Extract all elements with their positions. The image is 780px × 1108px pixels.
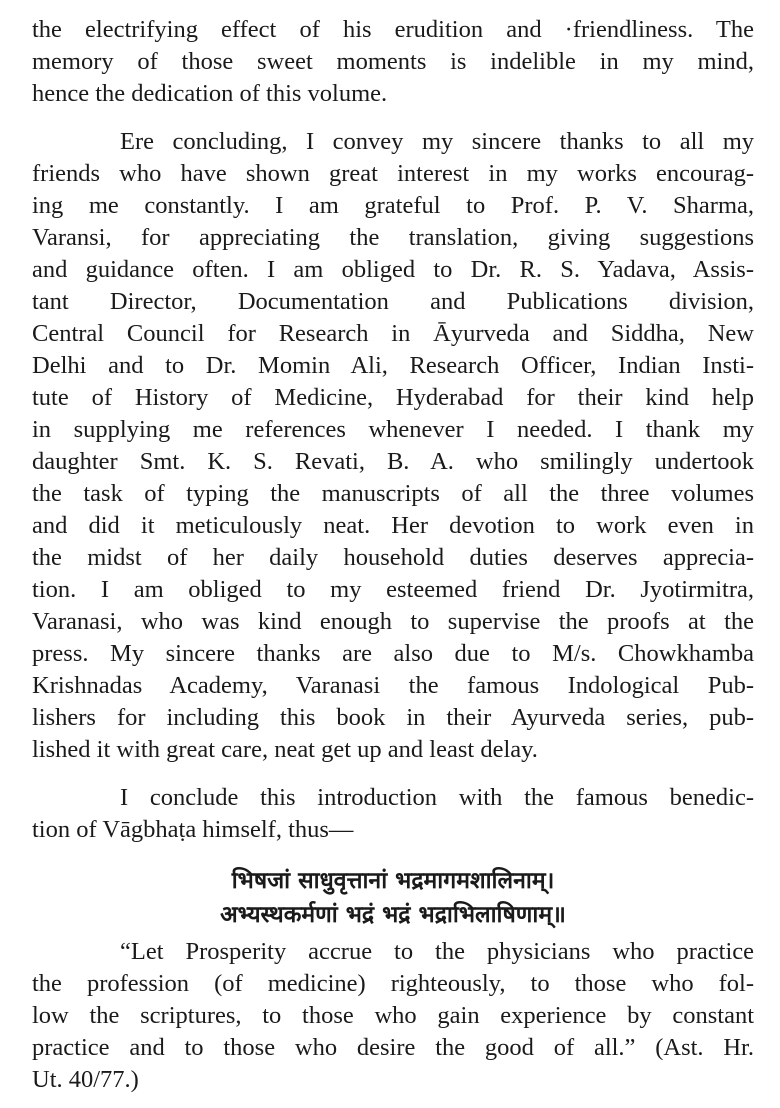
text-line: Central Council for Research in Āyurveda and Siddha, New bbox=[32, 320, 754, 347]
text-line: and did it meticulously neat. Her devotion to work even in bbox=[32, 512, 754, 539]
text-line: and guidance often. I am obliged to Dr. R. S. Yadava, Assis- bbox=[32, 256, 754, 283]
text-line: lishers for including this book in their Ayurveda series, pub- bbox=[32, 704, 754, 731]
text-line: lished it with great care, neat get up and least delay. bbox=[32, 736, 538, 763]
text-line: the profession (of medicine) righteously, to those who fol- bbox=[32, 970, 754, 997]
verse-line: अभ्यस्थकर्मणां भद्रं भद्रं भद्राभिलाषिणाम्॥ bbox=[220, 902, 566, 928]
text-line: tute of History of Medicine, Hyderabad for their kind help bbox=[32, 384, 754, 411]
text-line: press. My sincere thanks are also due to M/s. Chowkhamba bbox=[32, 640, 754, 667]
text-line: the electrifying effect of his erudition and ·friendliness. The bbox=[32, 16, 754, 43]
text-line: Krishnadas Academy, Varanasi the famous Indological Pub- bbox=[32, 672, 754, 699]
text-line: Ere concluding, I convey my sincere thanks to all my bbox=[120, 128, 754, 155]
text-line: in supplying me references whenever I needed. I thank my bbox=[32, 416, 754, 443]
text-line: practice and to those who desire the good of all.” (Ast. Hr. bbox=[32, 1034, 754, 1061]
text-line: tion. I am obliged to my esteemed friend Dr. Jyotirmitra, bbox=[32, 576, 754, 603]
text-line: I conclude this introduction with the famous benedic- bbox=[120, 784, 754, 811]
text-line: Delhi and to Dr. Momin Ali, Research Officer, Indian Insti- bbox=[32, 352, 754, 379]
verse-line: भिषजां साधुवृत्तानां भद्रमागमशालिनाम्। bbox=[231, 868, 555, 894]
text-line: the task of typing the manuscripts of all the three volumes bbox=[32, 480, 754, 507]
text-line: Ut. 40/77.) bbox=[32, 1066, 139, 1093]
text-line: ing me constantly. I am grateful to Prof. P. V. Sharma, bbox=[32, 192, 754, 219]
text-line: tant Director, Documentation and Publications division, bbox=[32, 288, 754, 315]
text-line: “Let Prosperity accrue to the physicians who practice bbox=[120, 938, 754, 965]
text-line: the midst of her daily household duties deserves apprecia- bbox=[32, 544, 754, 571]
text-line: daughter Smt. K. S. Revati, B. A. who smilingly undertook bbox=[32, 448, 754, 475]
text-line: memory of those sweet moments is indelible in my mind, bbox=[32, 48, 754, 75]
text-line: low the scriptures, to those who gain experience by constant bbox=[32, 1002, 754, 1029]
text-line: Varansi, for appreciating the translation, giving suggestions bbox=[32, 224, 754, 251]
text-line: hence the dedication of this volume. bbox=[32, 80, 388, 107]
text-line: tion of Vāgbhaṭa himself, thus— bbox=[32, 816, 354, 843]
text-line: Varanasi, who was kind enough to supervise the proofs at the bbox=[32, 608, 754, 635]
text-line: friends who have shown great interest in my works encourag- bbox=[32, 160, 754, 187]
